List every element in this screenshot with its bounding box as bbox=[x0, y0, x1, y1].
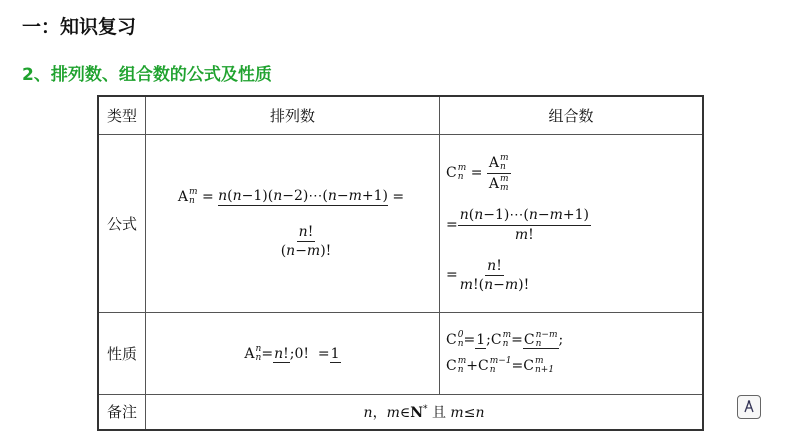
note-expr: n，m∈N* 且 m≤n bbox=[363, 404, 485, 421]
header-combination: 组合数 bbox=[440, 96, 704, 134]
permutation-property bbox=[146, 312, 440, 394]
permutation-formula-expr: A m n = n(n−1)(n−2)⋯(n−m+1) = $\frac{n!}{(n-m)!}$ bbox=[177, 186, 405, 259]
formula-table bbox=[97, 95, 704, 431]
page-heading: 一：知识复习 bbox=[22, 16, 137, 38]
header-permutation: 排列数 bbox=[146, 96, 440, 134]
combination-formula bbox=[440, 134, 704, 312]
combination-property-expr: C 0 n =1;C m n =C n−m n ; C m n +C m−1 n =C m n+1 bbox=[446, 330, 564, 375]
note-content bbox=[146, 394, 704, 430]
property-row bbox=[98, 312, 703, 394]
table-header-row bbox=[98, 96, 703, 134]
note-row bbox=[98, 394, 703, 430]
combination-property bbox=[440, 312, 704, 394]
row-label-property: 性质 bbox=[98, 312, 146, 394]
combination-formula-expr: C m n = A m n A m m = $\frac{n(n-1)\cdots(n-m+1)}{m!}$ = $\frac{n!}{m!(n-m)!}$ bbox=[446, 152, 589, 294]
header-type: 类型 bbox=[98, 96, 146, 134]
compass-drawing-icon[interactable] bbox=[737, 395, 761, 419]
formula-row bbox=[98, 134, 703, 312]
row-label-note: 备注 bbox=[98, 394, 146, 430]
row-label-formula: 公式 bbox=[98, 134, 146, 312]
permutation-formula bbox=[146, 134, 440, 312]
permutation-property-expr: A n n =n!;0! =1 bbox=[244, 344, 340, 363]
section-subheading: 2、排列数、组合数的公式及性质 bbox=[22, 65, 272, 85]
